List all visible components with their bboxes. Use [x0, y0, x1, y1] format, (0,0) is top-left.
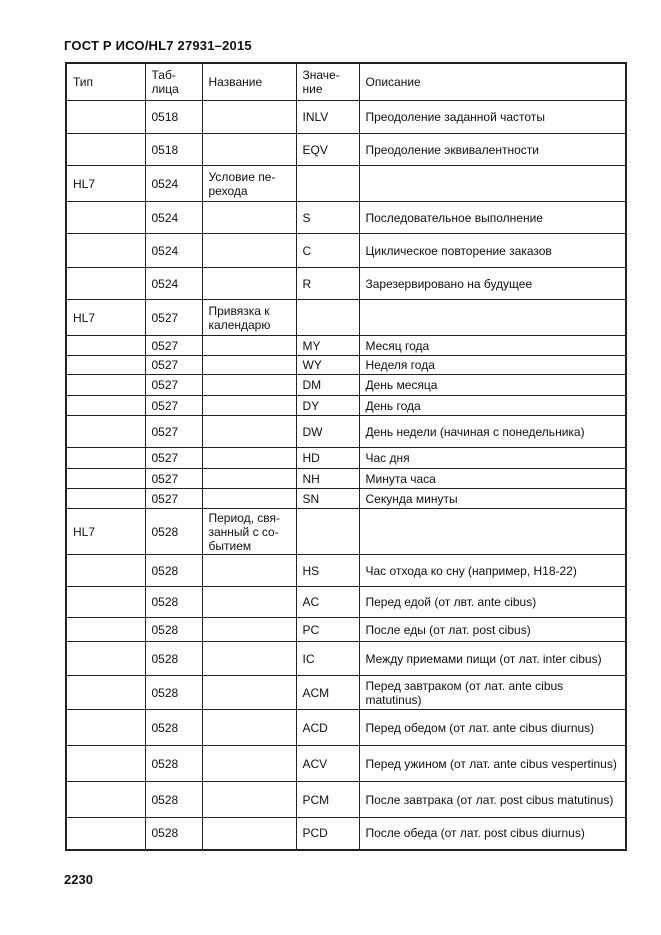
- cell-type: [66, 642, 145, 676]
- cell-table: 0527: [145, 448, 202, 469]
- cell-name: [202, 587, 296, 618]
- cell-type: [66, 676, 145, 710]
- cell-name: [202, 375, 296, 396]
- cell-type: [66, 416, 145, 448]
- cell-description: Преодоление эквивалентности: [359, 134, 626, 166]
- cell-table: 0528: [145, 555, 202, 587]
- table-row: [66, 336, 626, 356]
- cell-type: HL7: [66, 300, 145, 336]
- cell-value: WY: [296, 356, 359, 375]
- cell-value: AC: [296, 587, 359, 618]
- cell-description: Последовательное выполнение: [359, 202, 626, 234]
- cell-name: [202, 618, 296, 642]
- document-header: ГОСТ Р ИСО/HL7 27931–2015: [64, 38, 252, 53]
- cell-table: 0528: [145, 710, 202, 746]
- cell-type: [66, 448, 145, 469]
- cell-value: [296, 509, 359, 555]
- table-row: [66, 268, 626, 300]
- cell-table: 0527: [145, 396, 202, 416]
- cell-name: [202, 489, 296, 509]
- cell-type: [66, 356, 145, 375]
- col-header-table: Таб- лица: [145, 63, 202, 101]
- table-row: [66, 375, 626, 396]
- cell-value: C: [296, 234, 359, 268]
- cell-description: После обеда (от лат. post cibus diurnus): [359, 818, 626, 850]
- code-table: [65, 62, 627, 851]
- cell-type: [66, 746, 145, 782]
- cell-table: 0518: [145, 134, 202, 166]
- cell-description: Неделя года: [359, 356, 626, 375]
- cell-name: [202, 356, 296, 375]
- cell-value: PCM: [296, 782, 359, 818]
- cell-name: [202, 202, 296, 234]
- table-row: [66, 396, 626, 416]
- table-row: [66, 489, 626, 509]
- cell-name: [202, 448, 296, 469]
- cell-type: [66, 101, 145, 134]
- table-row: [66, 469, 626, 489]
- cell-name: Период, свя- занный с со- бытием: [202, 509, 296, 555]
- cell-table: 0527: [145, 416, 202, 448]
- cell-table: 0527: [145, 300, 202, 336]
- cell-type: [66, 268, 145, 300]
- cell-value: ACM: [296, 676, 359, 710]
- cell-type: HL7: [66, 509, 145, 555]
- cell-type: [66, 618, 145, 642]
- cell-name: [202, 782, 296, 818]
- col-header-name: Название: [202, 63, 296, 101]
- cell-type: [66, 469, 145, 489]
- table-row: [66, 202, 626, 234]
- table-row: [66, 448, 626, 469]
- cell-value: S: [296, 202, 359, 234]
- cell-description: Месяц года: [359, 336, 626, 356]
- cell-name: [202, 710, 296, 746]
- cell-description: Минута часа: [359, 469, 626, 489]
- cell-name: [202, 746, 296, 782]
- cell-description: Час дня: [359, 448, 626, 469]
- cell-name: [202, 396, 296, 416]
- cell-description: Циклическое повторение заказов: [359, 234, 626, 268]
- cell-type: [66, 134, 145, 166]
- table-row: [66, 101, 626, 134]
- cell-table: 0524: [145, 234, 202, 268]
- table-row: [66, 234, 626, 268]
- cell-table: 0528: [145, 676, 202, 710]
- cell-type: [66, 396, 145, 416]
- cell-description: День месяца: [359, 375, 626, 396]
- cell-table: 0527: [145, 375, 202, 396]
- cell-description: После еды (от лат. post cibus): [359, 618, 626, 642]
- cell-type: [66, 818, 145, 850]
- cell-value: [296, 300, 359, 336]
- table-row: [66, 676, 626, 710]
- cell-description: Перед едой (от лвт. ante cibus): [359, 587, 626, 618]
- cell-table: 0527: [145, 356, 202, 375]
- cell-value: DY: [296, 396, 359, 416]
- cell-description: После завтрака (от лат. post cibus matutinus): [359, 782, 626, 818]
- cell-table: 0528: [145, 509, 202, 555]
- cell-name: Привязка к календарю: [202, 300, 296, 336]
- cell-table: 0528: [145, 746, 202, 782]
- cell-description: Час отхода ко сну (например, H18-22): [359, 555, 626, 587]
- cell-name: [202, 555, 296, 587]
- cell-type: [66, 375, 145, 396]
- cell-table: 0527: [145, 336, 202, 356]
- cell-value: EQV: [296, 134, 359, 166]
- cell-name: [202, 676, 296, 710]
- table-row: [66, 618, 626, 642]
- cell-value: R: [296, 268, 359, 300]
- cell-description: [359, 509, 626, 555]
- cell-description: [359, 300, 626, 336]
- cell-value: INLV: [296, 101, 359, 134]
- cell-name: [202, 642, 296, 676]
- cell-name: [202, 416, 296, 448]
- cell-description: Между приемами пищи (от лат. inter cibus): [359, 642, 626, 676]
- cell-table: 0528: [145, 818, 202, 850]
- cell-table: 0524: [145, 202, 202, 234]
- cell-name: [202, 234, 296, 268]
- cell-description: Секунда минуты: [359, 489, 626, 509]
- cell-name: [202, 336, 296, 356]
- cell-description: День недели (начиная с понедельника): [359, 416, 626, 448]
- table-row: [66, 746, 626, 782]
- cell-type: [66, 710, 145, 746]
- cell-description: Перед завтраком (от лат. ante cibus matutinus): [359, 676, 626, 710]
- cell-description: Перед ужином (от лат. ante cibus vespertinus): [359, 746, 626, 782]
- table-row: [66, 782, 626, 818]
- cell-value: ACD: [296, 710, 359, 746]
- cell-table: 0528: [145, 587, 202, 618]
- cell-name: [202, 268, 296, 300]
- cell-value: IC: [296, 642, 359, 676]
- cell-table: 0518: [145, 101, 202, 134]
- cell-value: DW: [296, 416, 359, 448]
- table-row: [66, 166, 626, 202]
- cell-table: 0528: [145, 618, 202, 642]
- table-body: [66, 101, 626, 850]
- cell-type: [66, 336, 145, 356]
- table-row: [66, 642, 626, 676]
- cell-type: [66, 234, 145, 268]
- table-row: [66, 134, 626, 166]
- cell-type: [66, 782, 145, 818]
- cell-value: PC: [296, 618, 359, 642]
- cell-table: 0528: [145, 782, 202, 818]
- table-row: [66, 818, 626, 850]
- cell-value: HD: [296, 448, 359, 469]
- table-row: [66, 416, 626, 448]
- cell-name: [202, 134, 296, 166]
- cell-value: HS: [296, 555, 359, 587]
- cell-value: ACV: [296, 746, 359, 782]
- table-row: [66, 356, 626, 375]
- cell-description: День года: [359, 396, 626, 416]
- cell-value: NH: [296, 469, 359, 489]
- cell-description: Преодоление заданной частоты: [359, 101, 626, 134]
- col-header-value: Значе- ние: [296, 63, 359, 101]
- col-header-description: Описание: [359, 63, 626, 101]
- cell-type: [66, 489, 145, 509]
- cell-value: DM: [296, 375, 359, 396]
- table-row: [66, 300, 626, 336]
- cell-type: [66, 555, 145, 587]
- cell-table: 0524: [145, 166, 202, 202]
- cell-type: [66, 202, 145, 234]
- table-row: [66, 710, 626, 746]
- cell-type: [66, 587, 145, 618]
- col-header-type: Тип: [66, 63, 145, 101]
- cell-description: Перед обедом (от лат. ante cibus diurnus): [359, 710, 626, 746]
- cell-table: 0528: [145, 642, 202, 676]
- table-row: [66, 509, 626, 555]
- cell-table: 0527: [145, 469, 202, 489]
- cell-table: 0524: [145, 268, 202, 300]
- cell-name: Условие пе- рехода: [202, 166, 296, 202]
- cell-name: [202, 818, 296, 850]
- table-header-row: [66, 63, 626, 101]
- table-row: [66, 555, 626, 587]
- cell-value: PCD: [296, 818, 359, 850]
- cell-name: [202, 469, 296, 489]
- cell-description: [359, 166, 626, 202]
- cell-type: HL7: [66, 166, 145, 202]
- page-number: 2230: [64, 872, 93, 887]
- cell-table: 0527: [145, 489, 202, 509]
- cell-description: Зарезервировано на будущее: [359, 268, 626, 300]
- cell-value: MY: [296, 336, 359, 356]
- cell-name: [202, 101, 296, 134]
- cell-value: SN: [296, 489, 359, 509]
- table-row: [66, 587, 626, 618]
- cell-value: [296, 166, 359, 202]
